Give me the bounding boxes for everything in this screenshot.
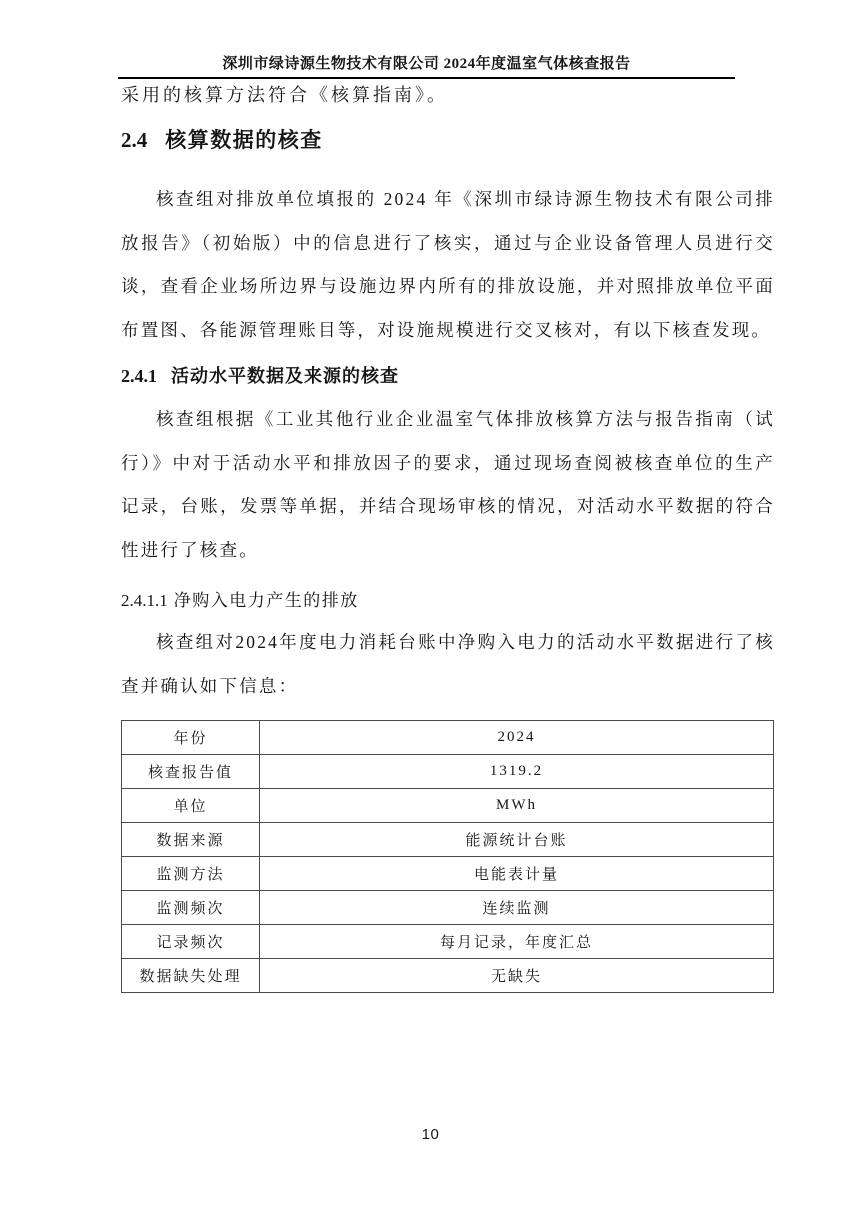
section-2-4-1-paragraph: 核查组根据《工业其他行业企业温室气体排放核算方法与报告指南（试行）》中对于活动水平和排放因子的要求，通过现场查阅被核查单位的生产记录，台账，发票等单据，并结合现场审核的情况，对活动水平数据的符合性进行了核查。 <box>121 409 775 560</box>
section-heading-2-4 <box>121 124 775 154</box>
table-row <box>122 789 774 823</box>
row-label: 监测方法 <box>122 857 260 891</box>
section-title: 活动水平数据及来源的核查 <box>171 366 399 386</box>
row-value: 电能表计量 <box>260 857 774 891</box>
section-2-4-1-1-paragraph: 核查组对2024年度电力消耗台账中净购入电力的活动水平数据进行了核查并确认如下信息： <box>121 632 775 696</box>
section-heading-2-4-1 <box>121 362 775 388</box>
section-title: 净购入电力产生的排放 <box>173 591 359 610</box>
section-number: 2.4.1.1 <box>121 591 168 610</box>
table-row <box>122 755 774 789</box>
section-heading-2-4-1-1 <box>121 586 775 611</box>
row-label: 监测频次 <box>122 891 260 925</box>
section-number: 2.4 <box>121 128 148 152</box>
table-row <box>122 857 774 891</box>
row-value: MWh <box>260 789 774 823</box>
row-label: 记录频次 <box>122 925 260 959</box>
page-content <box>121 84 775 993</box>
row-label: 核查报告值 <box>122 755 260 789</box>
table-row <box>122 721 774 755</box>
section-number: 2.4.1 <box>121 366 157 386</box>
row-value: 2024 <box>260 721 774 755</box>
row-value: 连续监测 <box>260 891 774 925</box>
section-title: 核算数据的核查 <box>165 128 323 152</box>
table-row <box>122 925 774 959</box>
row-label: 数据缺失处理 <box>122 959 260 993</box>
row-label: 年份 <box>122 721 260 755</box>
running-header: 深圳市绿诗源生物技术有限公司 2024年度温室气体核查报告 <box>118 52 735 79</box>
row-value: 每月记录，年度汇总 <box>260 925 774 959</box>
row-label: 数据来源 <box>122 823 260 857</box>
table-row <box>122 891 774 925</box>
table-row <box>122 959 774 993</box>
row-value: 无缺失 <box>260 959 774 993</box>
electricity-info-table <box>121 720 774 993</box>
table-row <box>122 823 774 857</box>
row-value: 能源统计台账 <box>260 823 774 857</box>
info-table-body <box>122 721 774 993</box>
continuation-paragraph: 采用的核算方法符合《核算指南》。 <box>121 85 448 105</box>
section-2-4-paragraph: 核查组对排放单位填报的 2024 年《深圳市绿诗源生物技术有限公司排放报告》（初始版）中的信息进行了核实，通过与企业设备管理人员进行交谈，查看企业场所边界与设施边界内所有的排放设施，并对照排放单位平面布置图、各能源管理账目等，对设施规模进行交叉核对，有以下核查发现。 <box>121 189 775 340</box>
row-label: 单位 <box>122 789 260 823</box>
page-number: 10 <box>421 1126 440 1143</box>
row-value: 1319.2 <box>260 755 774 789</box>
